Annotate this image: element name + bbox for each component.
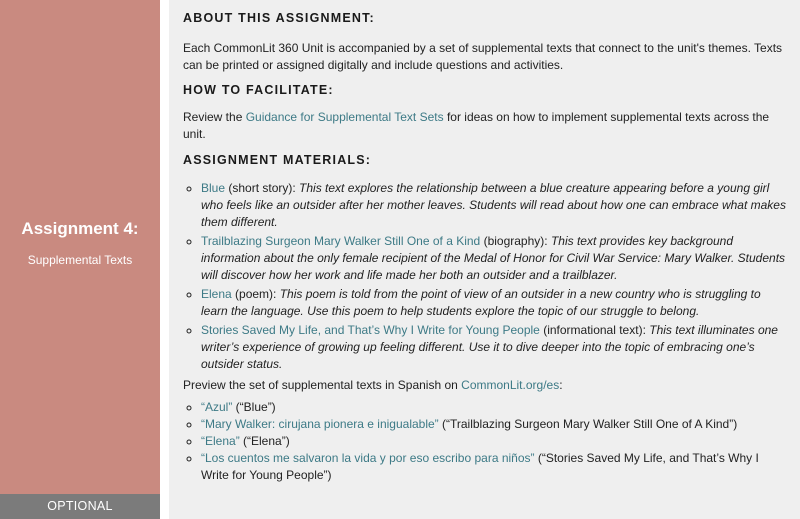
facilitate-suffix: for ideas on how to implement supplemental texts across the unit. xyxy=(183,110,770,141)
material-item xyxy=(201,233,788,284)
spanish-link-azul[interactable]: “Azul” xyxy=(201,400,233,414)
material-item xyxy=(201,322,788,373)
facilitate-heading: HOW TO FACILITATE: xyxy=(183,83,334,97)
assignment-sidebar xyxy=(0,0,160,519)
material-link-stories[interactable]: Stories Saved My Life, and That’s Why I Write for Young People xyxy=(201,323,540,337)
material-link-blue[interactable]: Blue xyxy=(201,181,226,195)
material-type: (informational text): xyxy=(539,323,650,337)
facilitate-prefix: Review the xyxy=(183,110,246,124)
spanish-item xyxy=(201,399,788,416)
column-divider xyxy=(160,0,169,519)
spanish-link-mary-walker[interactable]: “Mary Walker: cirujana pionera e inigualable” xyxy=(201,417,439,431)
spanish-translation: (“Stories Saved My Life, and That’s Why I Write for Young People”) xyxy=(201,451,759,482)
material-description: This text explores the relationship between a blue creature appearing before a young girl who feels like an outsider after her mother leaves. Students will read about how one can embrace what makes them different. xyxy=(201,181,786,229)
material-description: This text provides key background information about the only female recipient of the Medal of Honor for Civil War Service: Mary Walker. Students will discover how her work and life made her both an outsider and a trailblazer. xyxy=(201,234,786,282)
preview-text xyxy=(183,377,788,394)
material-link-mary-walker[interactable]: Trailblazing Surgeon Mary Walker Still One of a Kind xyxy=(201,234,481,248)
materials-list xyxy=(183,180,788,373)
spanish-item xyxy=(201,416,788,433)
materials-heading: ASSIGNMENT MATERIALS: xyxy=(183,153,372,167)
about-text: Each CommonLit 360 Unit is accompanied by a set of supplemental texts that connect to the unit's themes. Texts can be printed or assigned digitally and include questions and activities. xyxy=(183,41,783,72)
spanish-link-elena[interactable]: “Elena” xyxy=(201,434,240,448)
material-type: (short story): xyxy=(225,181,300,195)
spanish-translation: (“Trailblazing Surgeon Mary Walker Still One of A Kind”) xyxy=(438,417,738,431)
facilitate-text xyxy=(183,109,788,143)
material-type: (poem): xyxy=(231,287,280,301)
material-description: This poem is told from the point of view of an outsider in a new country who is struggling to learn the language. Use this poem to help students explore the topic of our struggle to belong. xyxy=(201,287,761,318)
optional-label: OPTIONAL xyxy=(0,494,160,519)
material-item xyxy=(201,180,788,231)
spanish-translation: (“Elena”) xyxy=(239,434,290,448)
spanish-item xyxy=(201,450,788,484)
assignment-content xyxy=(169,0,800,519)
material-description: This text illuminates one writer’s experience of growing up feeling different. Use it to dive deeper into the topic of embracing one’s outsider status. xyxy=(201,323,778,371)
material-link-elena[interactable]: Elena xyxy=(201,287,232,301)
preview-prefix: Preview the set of supplemental texts in Spanish on xyxy=(183,378,462,392)
preview-suffix: : xyxy=(559,378,563,392)
about-heading: ABOUT THIS ASSIGNMENT: xyxy=(183,11,375,25)
assignment-subtitle: Supplemental Texts xyxy=(27,253,133,267)
spanish-translation: (“Blue”) xyxy=(232,400,276,414)
guidance-link[interactable]: Guidance for Supplemental Text Sets xyxy=(245,110,444,124)
spanish-list xyxy=(183,399,788,484)
spanish-item xyxy=(201,433,788,450)
spanish-link-cuentos[interactable]: “Los cuentos me salvaron la vida y por eso escribo para niños” xyxy=(201,451,535,465)
material-type: (biography): xyxy=(480,234,551,248)
assignment-number: Assignment 4: xyxy=(21,219,139,238)
commonlit-es-link[interactable]: CommonLit.org/es xyxy=(461,378,560,392)
material-item xyxy=(201,286,788,320)
